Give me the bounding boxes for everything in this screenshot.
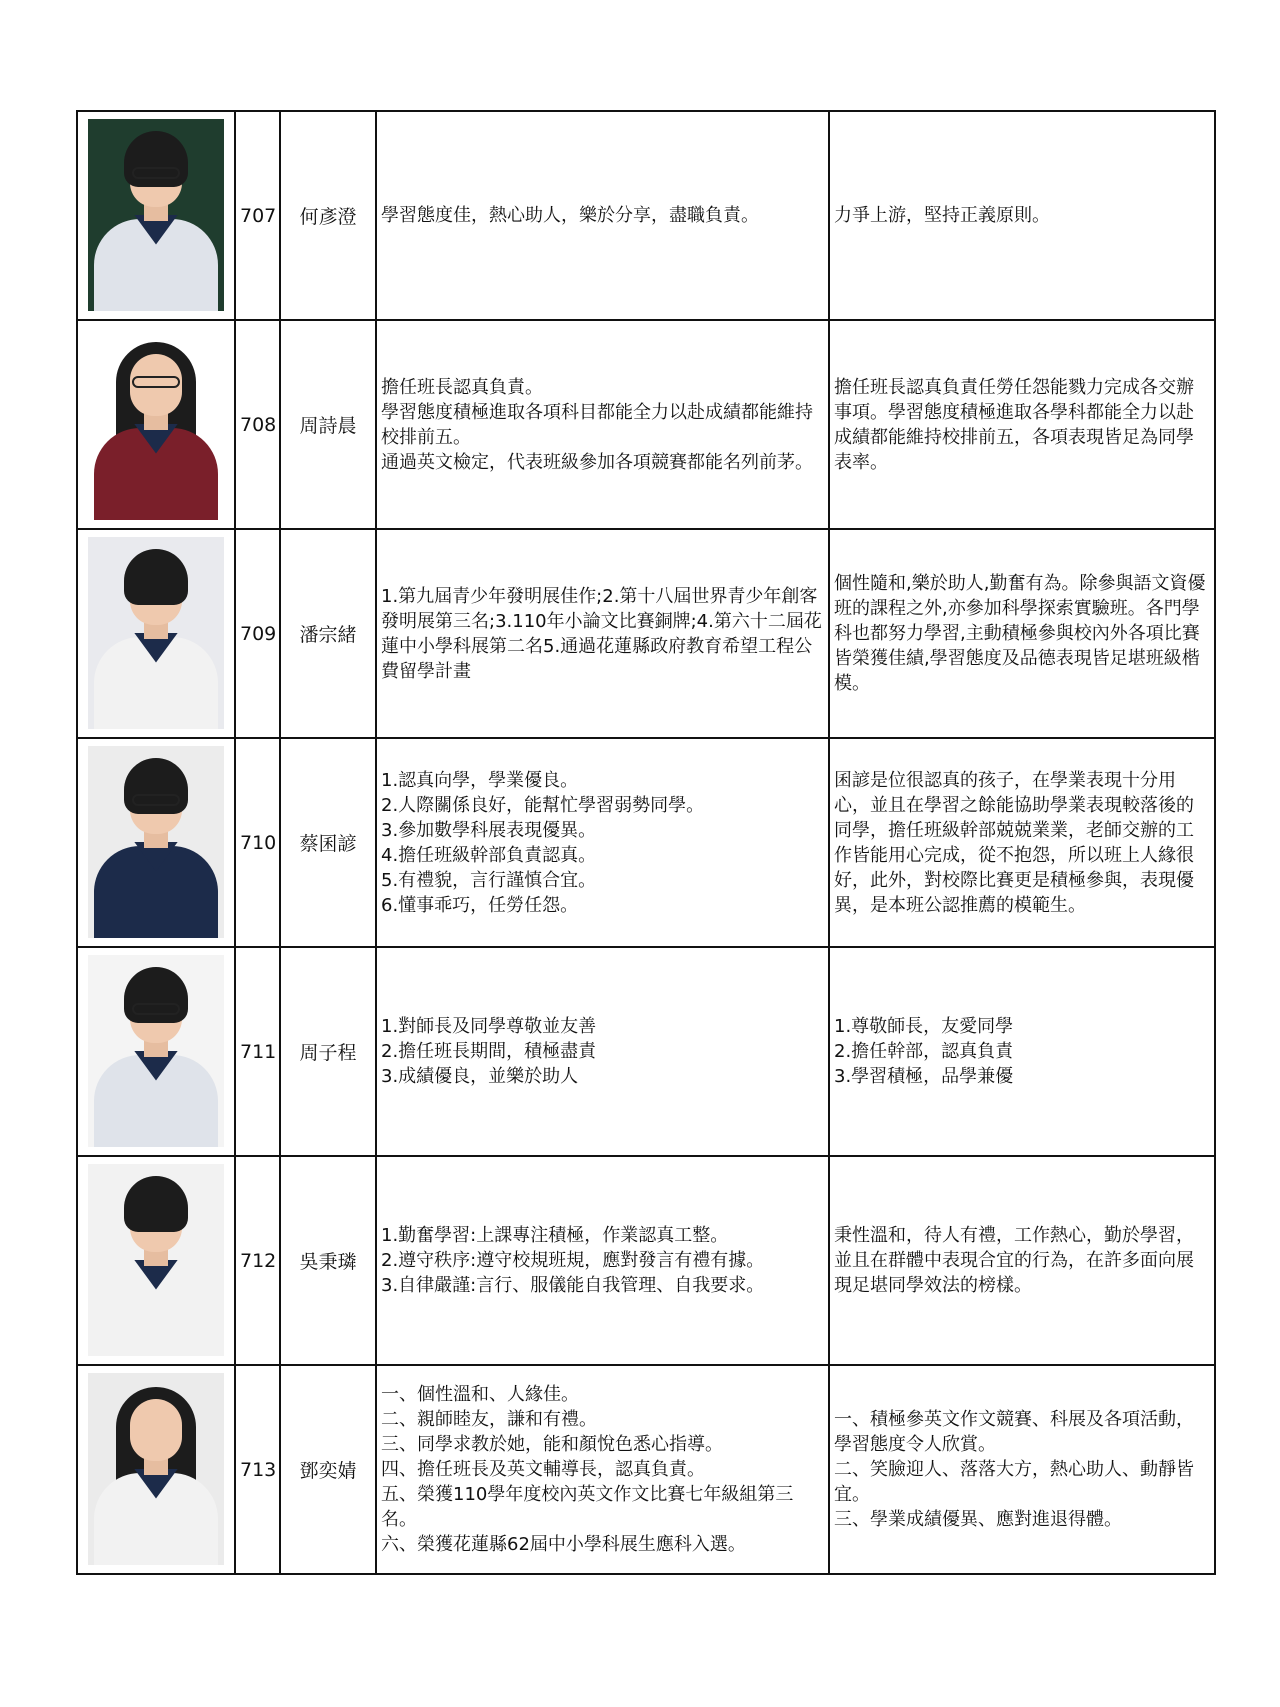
achievements-text: 學習態度佳，熱心助人，樂於分享，盡職負責。 <box>376 111 829 320</box>
class-number: 709 <box>235 529 280 738</box>
student-photo-cell <box>77 529 235 738</box>
table-row <box>77 1156 1215 1365</box>
student-name: 吳秉璘 <box>280 1156 376 1365</box>
student-photo-cell <box>77 111 235 320</box>
teacher-comment-text: 秉性溫和，待人有禮，工作熱心，勤於學習，並且在群體中表現合宜的行為，在許多面向展現足堪同學效法的榜樣。 <box>829 1156 1215 1365</box>
table-row <box>77 320 1215 529</box>
class-number: 711 <box>235 947 280 1156</box>
student-photo <box>88 119 224 311</box>
student-photo-cell <box>77 320 235 529</box>
table-row <box>77 529 1215 738</box>
table-row <box>77 1365 1215 1574</box>
student-photo <box>88 1164 224 1356</box>
achievements-text: 1.對師長及同學尊敬並友善 2.擔任班長期間，積極盡責 3.成績優良，並樂於助人 <box>376 947 829 1156</box>
class-number: 710 <box>235 738 280 947</box>
roster-body <box>77 111 1215 1574</box>
student-name: 蔡囷諺 <box>280 738 376 947</box>
achievements-text: 1.第九屆青少年發明展佳作;2.第十八屆世界青少年創客發明展第三名;3.110年小論文比賽銅牌;4.第六十二屆花蓮中小學科展第二名5.通過花蓮縣政府教育希望工程公費留學計畫 <box>376 529 829 738</box>
student-photo-cell <box>77 1365 235 1574</box>
achievements-text: 1.認真向學，學業優良。 2.人際關係良好，能幫忙學習弱勢同學。 3.參加數學科展表現優異。 4.擔任班級幹部負責認真。 5.有禮貌，言行謹慎合宜。 6.懂事乖巧，任勞任怨。 <box>376 738 829 947</box>
student-photo <box>88 537 224 729</box>
teacher-comment-text: 一、積極參英文作文競賽、科展及各項活動，學習態度令人欣賞。 二、笑臉迎人、落落大方，熱心助人、動靜皆宜。 三、學業成績優異、應對進退得體。 <box>829 1365 1215 1574</box>
student-photo <box>88 955 224 1147</box>
student-name: 周詩晨 <box>280 320 376 529</box>
teacher-comment-text: 擔任班長認真負責任勞任怨能戮力完成各交辦事項。學習態度積極進取各學科都能全力以赴成績都能維持校排前五，各項表現皆足為同學表率。 <box>829 320 1215 529</box>
student-name: 何彥澄 <box>280 111 376 320</box>
student-photo-cell <box>77 1156 235 1365</box>
teacher-comment-text: 個性隨和,樂於助人,勤奮有為。除參與語文資優班的課程之外,亦參加科學探索實驗班。各門學科也都努力學習,主動積極參與校內外各項比賽皆榮獲佳績,學習態度及品德表現皆足堪班級楷模。 <box>829 529 1215 738</box>
table-row <box>77 947 1215 1156</box>
class-number: 712 <box>235 1156 280 1365</box>
student-photo-cell <box>77 947 235 1156</box>
table-row <box>77 738 1215 947</box>
class-number: 708 <box>235 320 280 529</box>
teacher-comment-text: 囷諺是位很認真的孩子，在學業表現十分用心，並且在學習之餘能協助學業表現較落後的同學，擔任班級幹部兢兢業業，老師交辦的工作皆能用心完成，從不抱怨，所以班上人緣很好，此外，對校際比賽更是積極參與，表現優異，是本班公認推薦的模範生。 <box>829 738 1215 947</box>
student-name: 周子程 <box>280 947 376 1156</box>
student-photo <box>88 746 224 938</box>
student-photo <box>88 328 224 520</box>
student-photo <box>88 1373 224 1565</box>
table-row <box>77 111 1215 320</box>
teacher-comment-text: 力爭上游，堅持正義原則。 <box>829 111 1215 320</box>
achievements-text: 1.勤奮學習:上課專注積極，作業認真工整。 2.遵守秩序:遵守校規班規，應對發言有禮有據。 3.自律嚴謹:言行、服儀能自我管理、自我要求。 <box>376 1156 829 1365</box>
achievements-text: 擔任班長認真負責。 學習態度積極進取各項科目都能全力以赴成績都能維持校排前五。 通過英文檢定，代表班級參加各項競賽都能名列前茅。 <box>376 320 829 529</box>
class-number: 707 <box>235 111 280 320</box>
student-name: 潘宗緒 <box>280 529 376 738</box>
student-roster-table <box>76 110 1216 1575</box>
student-photo-cell <box>77 738 235 947</box>
achievements-text: 一、個性溫和、人緣佳。 二、親師睦友，謙和有禮。 三、同學求教於她，能和顏悅色悉心指導。 四、擔任班長及英文輔導長，認真負責。 五、榮獲110學年度校內英文作文比賽七年級組第三名。 六、榮獲花蓮縣62屆中小學科展生應科入選。 <box>376 1365 829 1574</box>
teacher-comment-text: 1.尊敬師長，友愛同學 2.擔任幹部，認真負責 3.學習積極，品學兼優 <box>829 947 1215 1156</box>
class-number: 713 <box>235 1365 280 1574</box>
student-name: 鄧奕婧 <box>280 1365 376 1574</box>
